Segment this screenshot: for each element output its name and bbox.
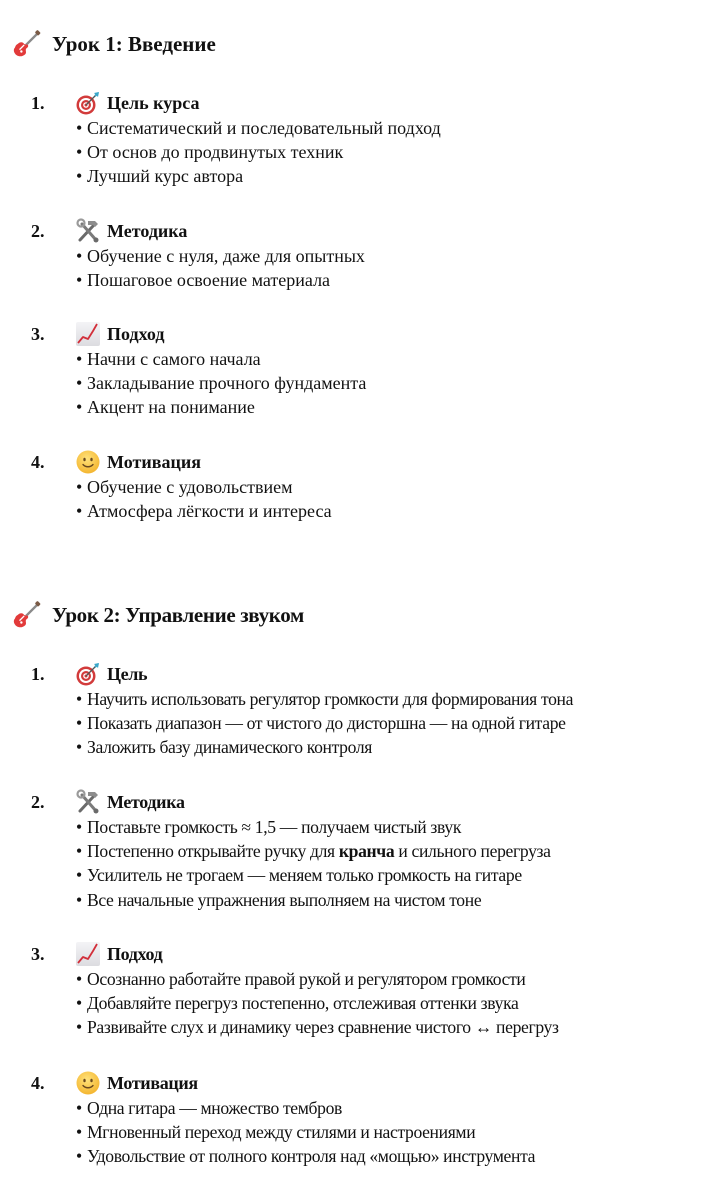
- bullet-dot: •: [76, 865, 82, 886]
- bullet-item: [76, 1015, 559, 1039]
- bullet-item: [76, 395, 366, 419]
- item-number: 1.: [31, 92, 45, 113]
- item-number: 4.: [31, 451, 45, 472]
- item-number: 3.: [31, 323, 45, 344]
- bullet-item: [76, 815, 551, 839]
- bullet-list: [76, 244, 365, 292]
- item-number: 2.: [31, 791, 45, 812]
- bullet-dot: •: [76, 737, 82, 758]
- tools-icon: [75, 789, 101, 815]
- bullet-text: Развивайте слух и динамику через сравнение чистого ↔ перегруз: [87, 1017, 559, 1038]
- bullet-text: Систематический и последовательный подход: [87, 118, 441, 138]
- bullet-dot: •: [76, 477, 83, 497]
- bullet-item: [76, 244, 365, 268]
- bullet-item: [76, 164, 441, 188]
- bullet-item: [76, 967, 559, 991]
- chart-increasing-icon: [75, 941, 101, 967]
- bullet-item: [76, 1096, 535, 1120]
- lesson-title-text: Урок 2: Управление звуком: [52, 602, 304, 627]
- bullet-dot: •: [76, 501, 83, 522]
- chart-increasing-icon: [75, 321, 101, 347]
- bullet-list: [76, 475, 332, 523]
- bullet-text: Удовольствие от полного контроля над «мощью» инструмента: [87, 1146, 536, 1167]
- bullet-dot: •: [76, 993, 82, 1014]
- item-title: Методика: [107, 220, 188, 241]
- bullet-item: [76, 888, 551, 912]
- tools-icon: [75, 218, 101, 244]
- bullet-dot: •: [76, 713, 82, 734]
- bullet-dot: •: [76, 841, 82, 862]
- bullet-text: Осознанно работайте правой рукой и регулятором громкости: [87, 969, 526, 989]
- bullet-dot: •: [76, 689, 82, 709]
- bullet-text: Научить использовать регулятор громкости для формирования тона: [87, 689, 574, 709]
- bullet-text: Начни с самого начала: [87, 349, 261, 369]
- lesson-title-text: Урок 1: Введение: [52, 31, 216, 56]
- bullet-text: Усилитель не трогаем — меняем только громкость на гитаре: [87, 865, 522, 886]
- bullet-text: Постепенно открывайте ручку для: [87, 841, 339, 862]
- target-icon: [75, 90, 101, 116]
- bullet-text: Обучение с нуля, даже для опытных: [87, 246, 365, 266]
- bullet-text: Мгновенный переход между стилями и настроениями: [87, 1122, 476, 1143]
- bullet-text: и сильного перегруза: [394, 841, 551, 862]
- item-number: 2.: [31, 220, 45, 241]
- bullet-text: Пошаговое освоение материала: [87, 270, 331, 291]
- bullet-item: [76, 991, 559, 1015]
- bullet-dot: •: [76, 349, 83, 369]
- bullet-text: Показать диапазон — от чистого до дисторшна — на одной гитаре: [87, 713, 566, 734]
- bullet-dot: •: [76, 1122, 82, 1143]
- smiling-face-icon: [75, 1070, 101, 1096]
- item-title: Мотивация: [107, 1072, 198, 1093]
- item-title: Подход: [107, 323, 165, 344]
- bullet-item: [76, 839, 551, 863]
- smiling-face-icon: [75, 449, 101, 475]
- bullet-dot: •: [76, 166, 83, 187]
- bullet-item: [76, 1144, 535, 1168]
- bullet-dot: •: [76, 373, 83, 394]
- bullet-item: [76, 371, 366, 395]
- lesson-title: [12, 28, 216, 60]
- bullet-text: Лучший курс автора: [87, 166, 244, 187]
- target-icon: [75, 661, 101, 687]
- bullet-list: [76, 116, 441, 189]
- bullet-text: Одна гитара — множество тембров: [87, 1098, 342, 1118]
- item-number: 4.: [31, 1072, 45, 1093]
- bullet-text: Все начальные упражнения выполняем на чистом тоне: [87, 889, 482, 910]
- bullet-item: [76, 116, 441, 140]
- bullet-text: Поставьте громкость ≈ 1,5 — получаем чистый звук: [87, 817, 462, 837]
- bullet-dot: •: [76, 889, 82, 910]
- bullet-list: [76, 687, 573, 760]
- bullet-dot: •: [76, 1098, 82, 1118]
- guitar-icon: [12, 29, 42, 59]
- item-title: Подход: [107, 943, 163, 964]
- bullet-list: [76, 1096, 535, 1169]
- bullet-dot: •: [76, 1017, 82, 1038]
- bullet-dot: •: [76, 246, 83, 266]
- bullet-text-bold: кранча: [338, 841, 395, 862]
- bullet-item: [76, 268, 365, 292]
- bullet-dot: •: [76, 270, 83, 291]
- bullet-dot: •: [76, 969, 82, 989]
- bullet-item: [76, 687, 573, 711]
- bullet-list: [76, 967, 559, 1040]
- bullet-item: [76, 499, 332, 523]
- bullet-dot: •: [76, 817, 82, 837]
- bullet-dot: •: [76, 397, 83, 418]
- bullet-text: Заложить базу динамического контроля: [87, 737, 373, 758]
- item-title: Цель: [107, 663, 148, 684]
- item-title: Методика: [107, 791, 185, 812]
- bullet-text: Закладывание прочного фундамента: [87, 373, 367, 394]
- bullet-text: От основ до продвинутых техник: [87, 142, 344, 163]
- bullet-list: [76, 815, 551, 912]
- item-number: 1.: [31, 663, 45, 684]
- guitar-icon: [12, 600, 42, 630]
- bullet-dot: •: [76, 118, 83, 138]
- bullet-item: [76, 711, 573, 735]
- bullet-item: [76, 475, 332, 499]
- item-title: Мотивация: [107, 451, 201, 472]
- bullet-text: Атмосфера лёгкости и интереса: [87, 501, 332, 522]
- bullet-text: Акцент на понимание: [87, 397, 255, 418]
- bullet-item: [76, 347, 366, 371]
- bullet-item: [76, 1120, 535, 1144]
- bullet-text: Обучение с удовольствием: [87, 477, 293, 497]
- lesson-title: [12, 599, 304, 631]
- bullet-item: [76, 735, 573, 759]
- bullet-dot: •: [76, 1146, 82, 1167]
- item-title: Цель курса: [107, 92, 200, 113]
- bullet-item: [76, 140, 441, 164]
- item-number: 3.: [31, 943, 45, 964]
- bullet-item: [76, 863, 551, 887]
- bullet-dot: •: [76, 142, 83, 163]
- bullet-list: [76, 347, 366, 420]
- bullet-text: Добавляйте перегруз постепенно, отслеживая оттенки звука: [87, 993, 519, 1014]
